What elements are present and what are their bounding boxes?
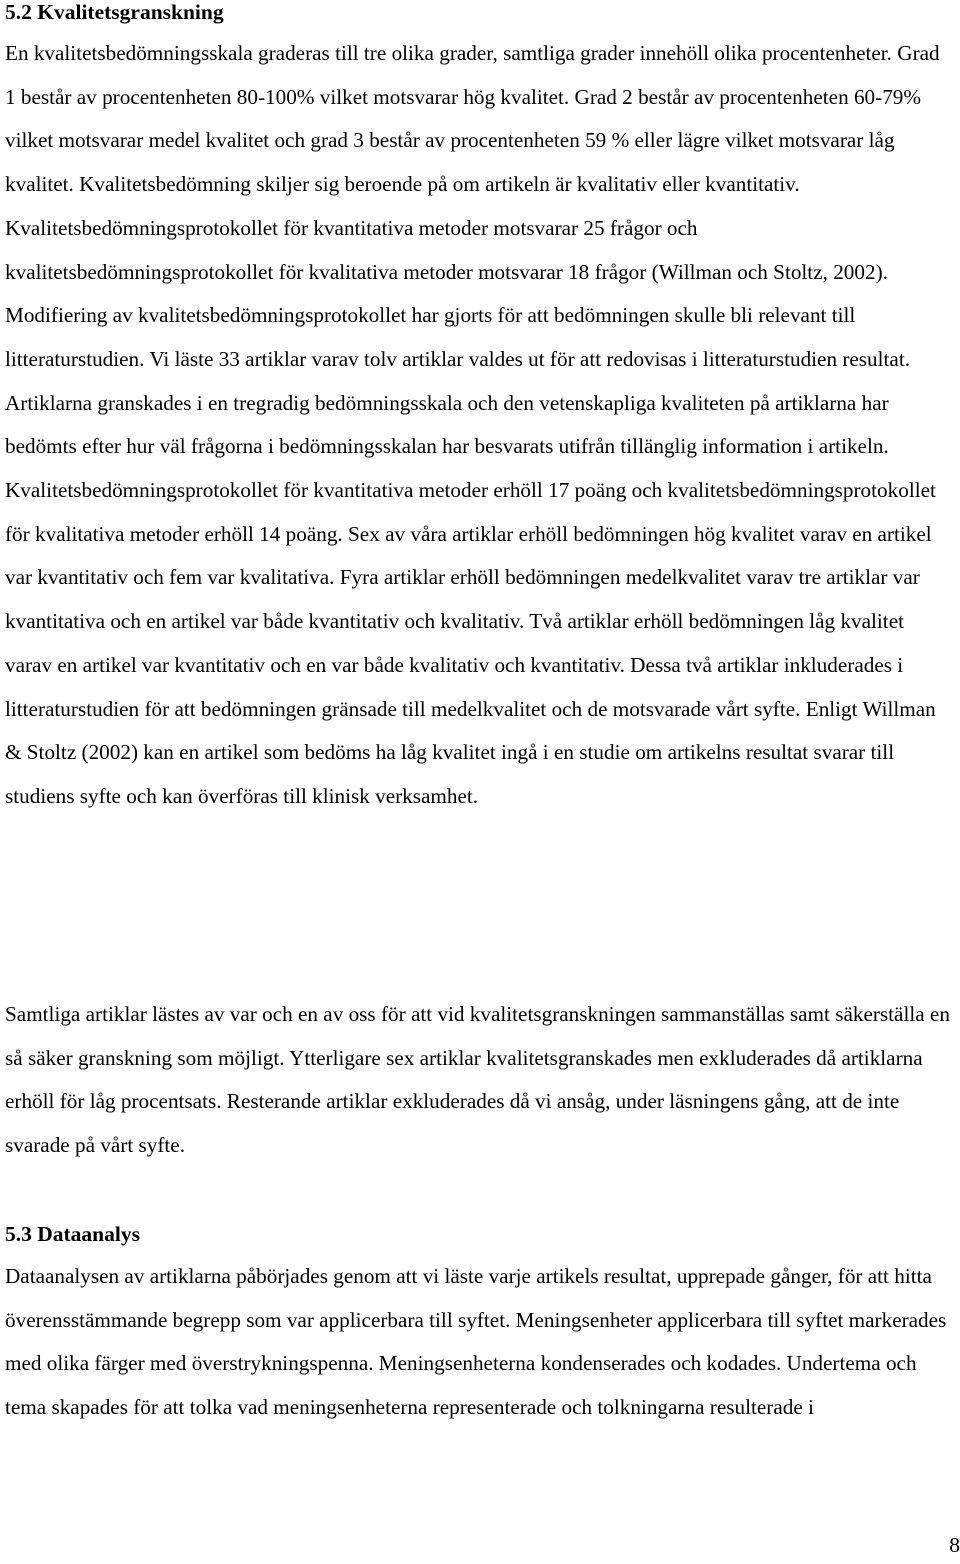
section-heading-dataanalys: 5.3 Dataanalys: [5, 1222, 140, 1246]
paragraph-kvalitetsgranskning-2: Samtliga artiklar lästes av var och en av oss för att vid kvalitetsgranskningen sammanställas samt säkerställa en så säker granskning som möjligt. Ytterligare sex artiklar kvalitetsgranskades men exkluderades då artiklarna erhöll för låg procentsats. Resterande artiklar exkluderades då vi ansåg, under läsningens gång, att de inte svarade på vårt syfte.: [5, 1002, 950, 1158]
section-heading-kvalitetsgranskning: 5.2 Kvalitetsgranskning: [5, 0, 224, 24]
page-number: 8: [949, 1533, 960, 1557]
paragraph-kvalitetsgranskning-1: En kvalitetsbedömningsskala graderas till tre olika grader, samtliga grader innehöll olika procentenheter. Grad 1 består av procentenheten 80-100% vilket motsvarar hög kvalitet. Grad 2 består av procentenheten 60-79% vilket motsvarar medel kvalitet och grad 3 består av procentenheten 59 % eller lägre vilket motsvarar låg kvalitet. Kvalitetsbedömning skiljer sig beroende på om artikeln är kvalitativ eller kvantitativ. Kvalitetsbedömningsprotokollet för kvantitativa metoder motsvarar 25 frågor och kvalitetsbedömningsprotokollet för kvalitativa metoder motsvarar 18 frågor (Willman och Stoltz, 2002). Modifiering av kvalitetsbedömningsprotokollet har gjorts för att bedömningen skulle bli relevant till litteraturstudien. Vi läste 33 artiklar varav tolv artiklar valdes ut för att redovisas i litteraturstudien resultat. Artiklarna granskades i en tregradig bedömningsskala och den vetenskapliga kvaliteten på artiklarna har bedömts efter hur väl frågorna i bedömningsskalan har besvarats utifrån tillänglig information i artikeln. Kvalitetsbedömningsprotokollet för kvantitativa metoder erhöll 17 poäng och kvalitetsbedömningsprotokollet för kvalitativa metoder erhöll 14 poäng. Sex av våra artiklar erhöll bedömningen hög kvalitet varav en artikel var kvantitativ och fem var kvalitativa. Fyra artiklar erhöll bedömningen medelkvalitet varav tre artiklar var kvantitativa och en artikel var både kvantitativ och kvalitativ. Två artiklar erhöll bedömningen låg kvalitet varav en artikel var kvantitativ och en var både kvalitativ och kvantitativ. Dessa två artiklar inkluderades i litteraturstudien för att bedömningen gränsade till medelkvalitet och de motsvarade vårt syfte. Enligt Willman & Stoltz (2002) kan en artikel som bedöms ha låg kvalitet ingå i en studie om artikelns resultat svarar till studiens syfte och kan överföras till klinisk verksamhet.: [5, 41, 940, 808]
paragraph-dataanalys-1: Dataanalysen av artiklarna påbörjades genom att vi läste varje artikels resultat, upprepade gånger, för att hitta överensstämmande begrepp som var applicerbara till syftet. Meningsenheter applicerbara till syftet markerades med olika färger med överstrykningspenna. Meningsenheterna kondenserades och kodades. Undertema och tema skapades för att tolka vad meningsenheterna representerade och tolkningarna resulterade i: [5, 1264, 947, 1420]
